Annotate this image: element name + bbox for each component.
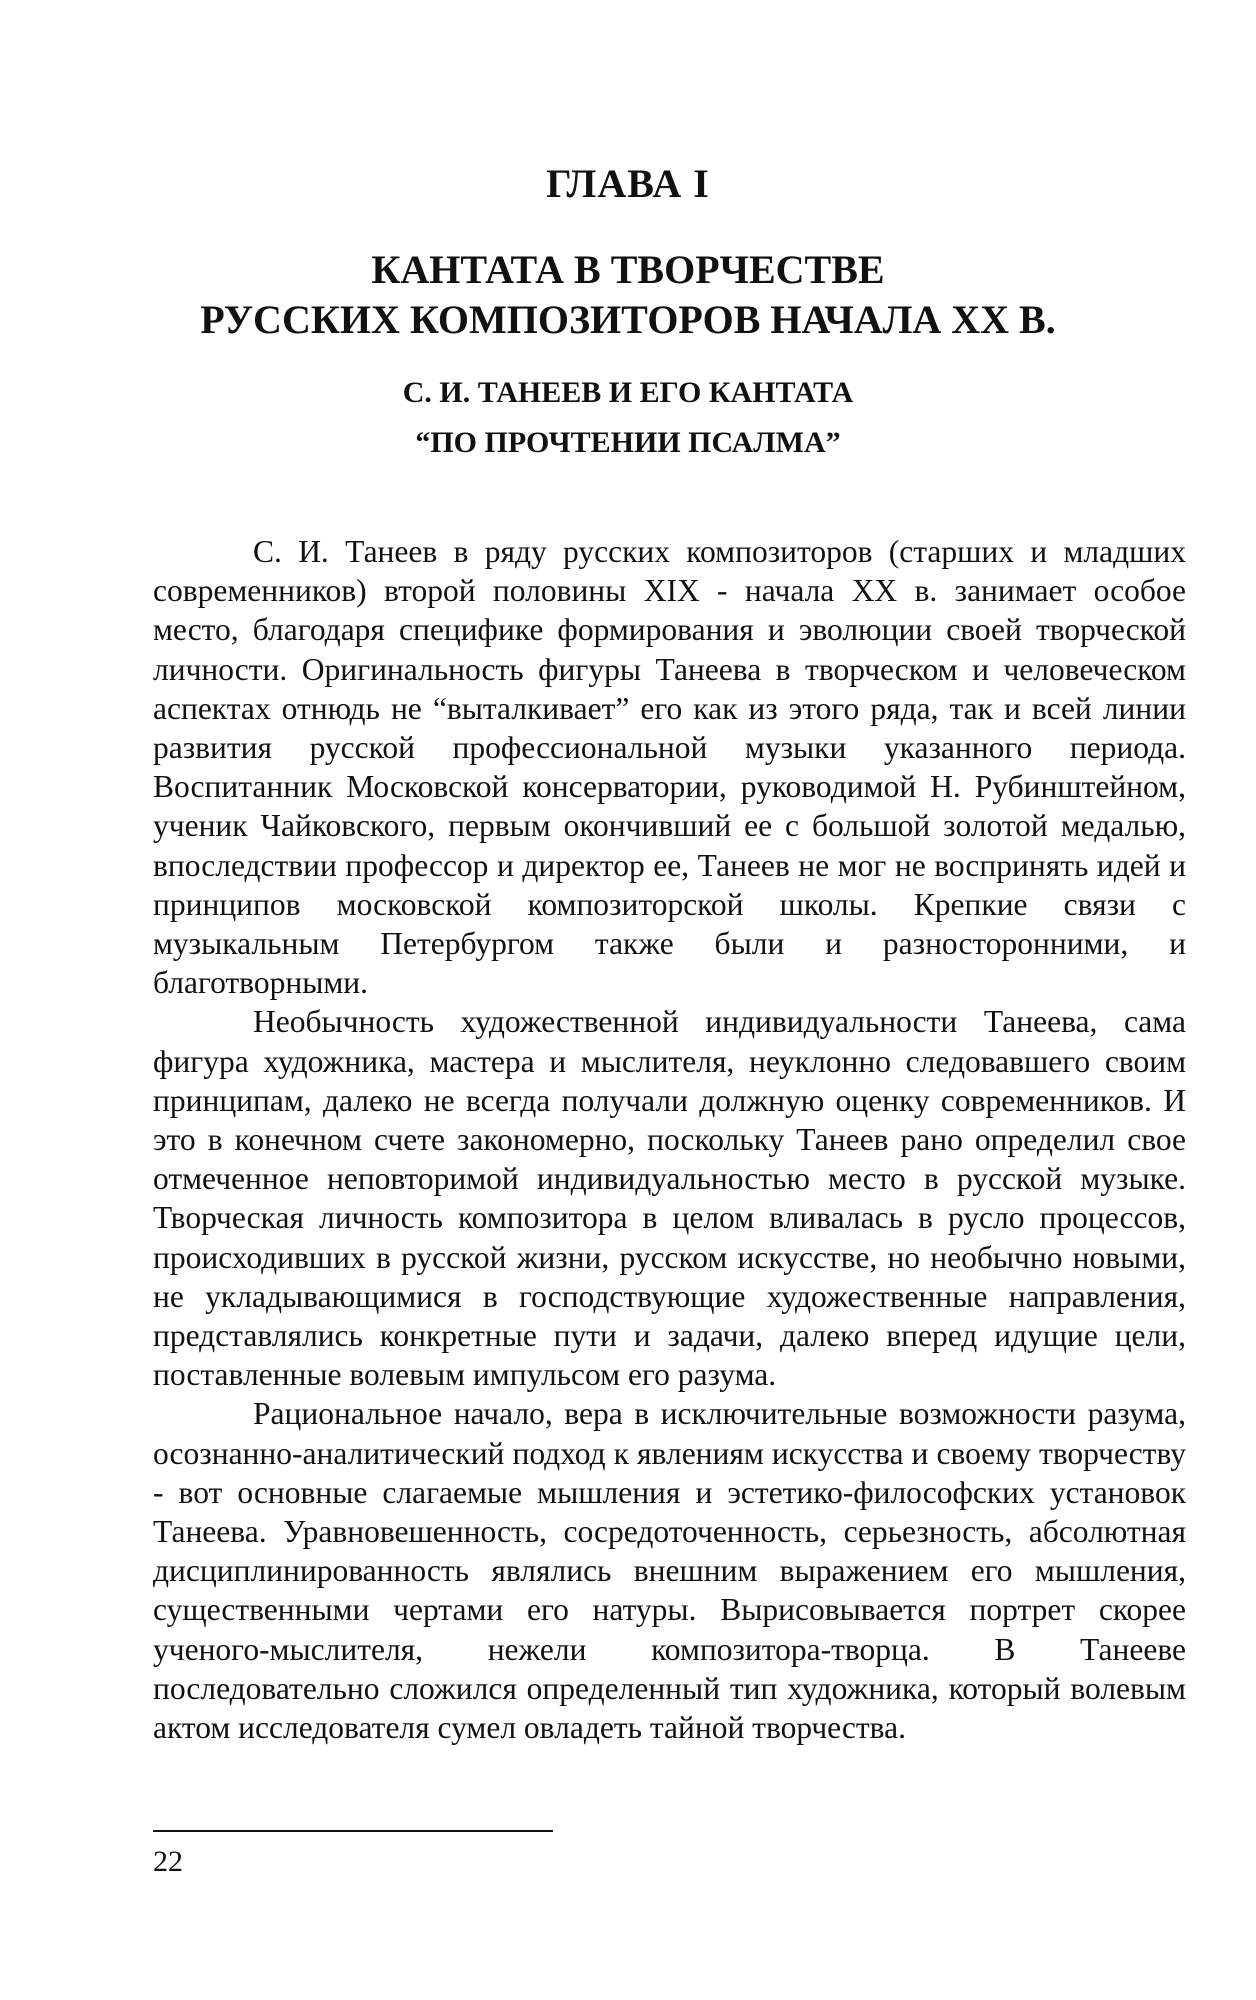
section-title-line: С. И. ТАНЕЕВ И ЕГО КАНТАТА [402,376,854,409]
footnote-divider [153,1830,553,1832]
paragraph: С. И. Танеев в ряду русских композиторов (старших и младших современников) второй половины XIX - начала XX в. занимает особое место, благодаря специфике формирования и эволюции своей творческой личности. Оригинальность фигуры Танеева в творческом и человеческом аспектах отнюдь не “выталкивает” его как из этого ряда, так и всей линии развития русской профессиональной музыки указанного периода. Воспитанник Московской консерватории, руководимой Н. Рубинштейном, ученик Чайковского, первым окончивший ее с большой золотой медалью, впоследствии профессор и директор ее, Танеев не мог не воспринять идей и принципов московской композиторской школы. Крепкие связи с музыкальным Петербургом также были и разносторонними, и благотворными. [153,534,1186,1001]
chapter-title-line: РУССКИХ КОМПОЗИТОРОВ НАЧАЛА XX В. [200,297,1056,342]
body-text [153,532,1186,1747]
paragraph: Необычность художественной индивидуальности Танеева, сама фигура художника, мастера и мыслителя, неуклонно следовавшего своим принципам, далеко не всегда получали должную оценку современников. И это в конечном счете закономерно, поскольку Танеев рано определил свое отмеченное неповторимой индивидуальностью место в русской музыке. Творческая личность композитора в целом вливалась в русло процессов, происходивших в русской жизни, русском искусстве, но необычно новыми, не укладывающимися в господствующие художественные направления, представлялись конкретные пути и задачи, далеко вперед идущие цели, поставленные волевым импульсом его разума. [153,1004,1186,1393]
paragraph: Рациональное начало, вера в исключительные возможности разума, осознанно-аналитический подход к явлениям искусства и своему творчеству - вот основные слагаемые мышления и эстетико-философских установок Танеева. Уравновешенность, сосредоточенность, серьезность, абсолютная дисциплинированность являлись внешним выражением его мышления, существенными чертами его натуры. Вырисовывается портрет скорее ученого-мыслителя, нежели композитора-творца. В Танееве последовательно сложился определенный тип художника, который волевым актом исследователя сумел овладеть тайной творчества. [153,1396,1186,1746]
chapter-label: ГЛАВА I [546,161,710,206]
chapter-title-line: КАНТАТА В ТВОРЧЕСТВЕ [371,247,885,292]
section-title [0,368,1256,468]
chapter-title [0,245,1256,345]
section-title-line: “ПО ПРОЧТЕНИИ ПСАЛМА” [415,426,841,459]
page-number: 22 [153,1845,183,1878]
